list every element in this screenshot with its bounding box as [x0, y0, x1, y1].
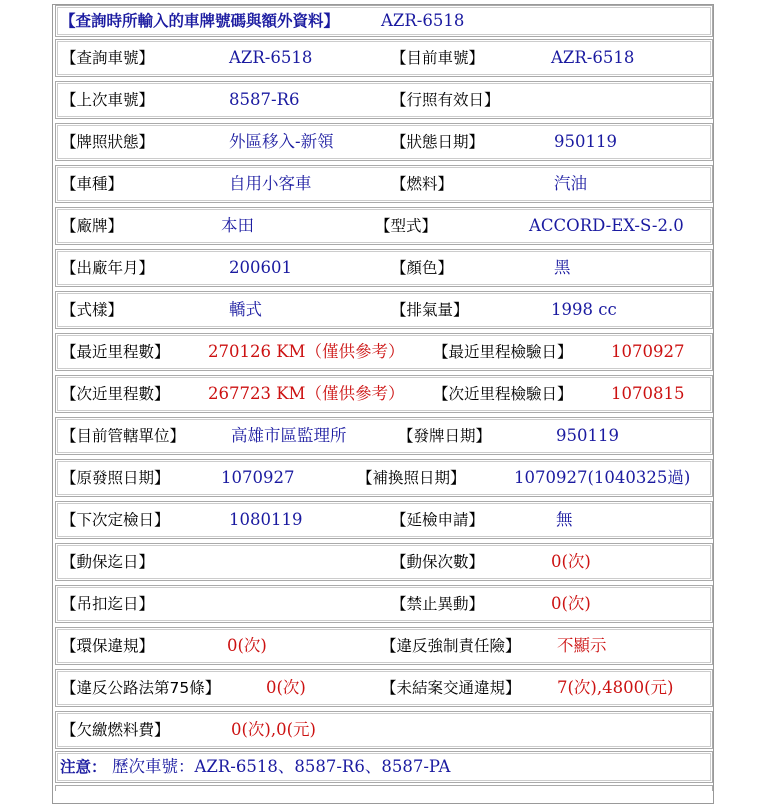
- field-value: 950119: [554, 132, 617, 151]
- table-row: [55, 165, 713, 203]
- field-label: 【延檢申請】: [391, 511, 485, 529]
- field-label: 【發牌日期】: [398, 427, 492, 445]
- field-value: AZR-6518: [551, 48, 635, 67]
- note-row: [55, 751, 713, 783]
- table-row: [55, 669, 713, 707]
- field-label: 【出廠年月】: [61, 259, 155, 277]
- field-label: 【原發照日期】: [61, 469, 170, 487]
- field-label: 【顏色】: [391, 259, 454, 277]
- field-label: 【式樣】: [61, 301, 124, 319]
- field-label: 【動保次數】: [391, 553, 485, 571]
- field-value: 1070927: [221, 468, 295, 487]
- table-row: [55, 417, 713, 455]
- field-value: 0(次): [266, 678, 306, 697]
- field-label: 【最近里程數】: [61, 343, 170, 361]
- field-value: 0(次): [551, 552, 591, 571]
- field-label: 【行照有效日】: [391, 91, 500, 109]
- field-value: 無: [556, 510, 573, 529]
- field-label: 【排氣量】: [391, 301, 469, 319]
- field-label: 【牌照狀態】: [61, 133, 155, 151]
- note-history: 歷次車號：AZR-6518、8587-R6、8587-PA: [112, 757, 451, 776]
- field-label: 【補換照日期】: [357, 469, 466, 487]
- field-label: 【違反公路法第75條】: [61, 679, 221, 697]
- field-label: 【未結案交通違規】: [381, 679, 521, 697]
- header-row: [55, 5, 713, 37]
- table-row: [55, 375, 713, 413]
- field-label: 【次近里程檢驗日】: [433, 385, 573, 403]
- field-label: 【次近里程數】: [61, 385, 170, 403]
- field-value: 黑: [554, 258, 571, 277]
- table-row: [55, 123, 713, 161]
- field-value: 1998 cc: [551, 300, 617, 319]
- field-value: 1070927(1040325過): [514, 468, 691, 487]
- field-label: 【燃料】: [391, 175, 454, 193]
- field-value: AZR-6518: [229, 48, 313, 67]
- table-row: [55, 543, 713, 581]
- next-row-edge: [55, 785, 713, 791]
- field-label: 【欠繳燃料費】: [61, 721, 170, 739]
- field-label: 【上次車號】: [61, 91, 155, 109]
- field-value: 1070927: [611, 342, 685, 361]
- table-row: [55, 501, 713, 539]
- table-row: [55, 81, 713, 119]
- field-value: 外區移入-新領: [229, 132, 334, 151]
- field-value: 自用小客車: [229, 174, 312, 193]
- table-row: [55, 333, 713, 371]
- header-label: 【查詢時所輸入的車牌號碼與額外資料】: [60, 12, 340, 30]
- field-label: 【廠牌】: [61, 217, 124, 235]
- field-value: 轎式: [229, 300, 262, 319]
- field-label: 【狀態日期】: [391, 133, 485, 151]
- table-row: [55, 207, 713, 245]
- field-label: 【吊扣迄日】: [61, 595, 155, 613]
- table-row: [55, 627, 713, 665]
- field-value: 汽油: [554, 174, 587, 193]
- field-value: 0(次): [551, 594, 591, 613]
- field-value: 本田: [221, 216, 254, 235]
- field-value: 8587-R6: [229, 90, 300, 109]
- field-value: 高雄市區監理所: [231, 426, 347, 445]
- field-value: 不顯示: [557, 636, 607, 655]
- table-row: [55, 711, 713, 749]
- field-value: 7(次),4800(元): [557, 678, 674, 697]
- table-row: [55, 249, 713, 287]
- field-value: 200601: [229, 258, 292, 277]
- field-value: 950119: [556, 426, 619, 445]
- field-value: 1070815: [611, 384, 685, 403]
- note-label: 注意：: [60, 758, 107, 776]
- field-value: 0(次),0(元): [231, 720, 316, 739]
- field-value: 0(次): [227, 636, 267, 655]
- field-label: 【目前車號】: [391, 49, 485, 67]
- table-row: [55, 39, 713, 77]
- field-label: 【環保違規】: [61, 637, 155, 655]
- table-row: [55, 585, 713, 623]
- field-label: 【違反強制責任險】: [381, 637, 521, 655]
- field-label: 【車種】: [61, 175, 124, 193]
- table-row: [55, 291, 713, 329]
- field-label: 【禁止異動】: [391, 595, 485, 613]
- field-label: 【目前管轄單位】: [61, 427, 186, 445]
- field-label: 【型式】: [375, 217, 438, 235]
- field-label: 【動保迄日】: [61, 553, 155, 571]
- header-plate: AZR-6518: [381, 11, 465, 30]
- table-row: [55, 459, 713, 497]
- field-value: 1080119: [229, 510, 303, 529]
- field-value: 267723 KM（僅供參考）: [208, 384, 405, 403]
- field-label: 【查詢車號】: [61, 49, 155, 67]
- field-label: 【下次定檢日】: [61, 511, 170, 529]
- field-value: 270126 KM（僅供參考）: [208, 342, 405, 361]
- field-label: 【最近里程檢驗日】: [433, 343, 573, 361]
- field-value: ACCORD-EX-S-2.0: [529, 216, 684, 235]
